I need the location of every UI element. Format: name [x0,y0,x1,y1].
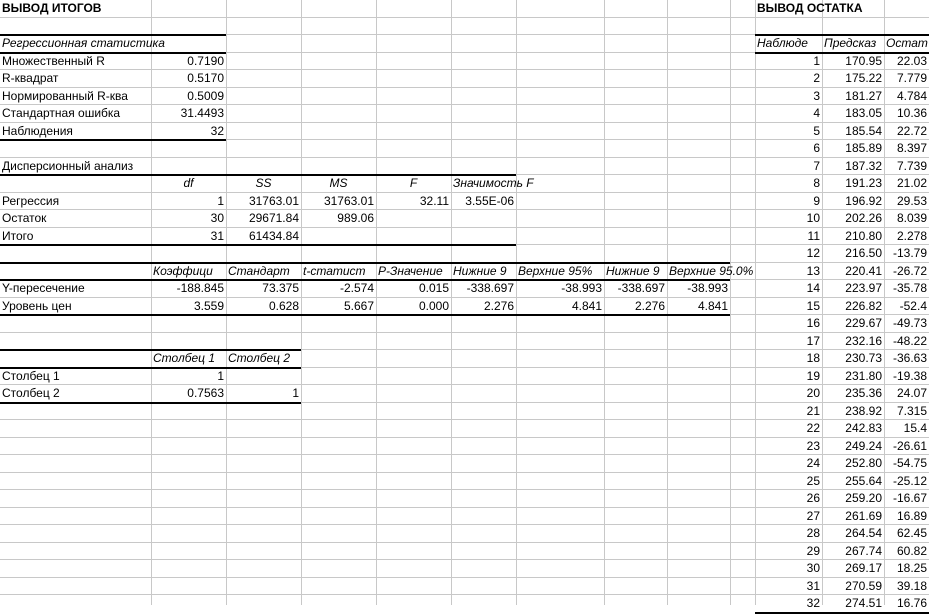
residuals-predicted[interactable]: 226.82 [845,299,882,313]
coef-column-header[interactable]: Верхние 95.0% [669,264,754,278]
residuals-title[interactable]: ВЫВОД ОСТАТКА [757,1,863,15]
residuals-observation[interactable]: 32 [806,596,820,610]
residuals-predicted[interactable]: 196.92 [845,194,882,208]
residuals-predicted[interactable]: 191.23 [845,176,882,190]
coef-value[interactable]: -188.845 [176,281,224,295]
residuals-predicted[interactable]: 274.51 [845,596,882,610]
coef-value[interactable]: 4.841 [697,299,728,313]
regstat-label[interactable]: Нормированный R-ква [2,89,128,103]
residuals-predicted[interactable]: 216.50 [845,246,882,260]
residuals-observation[interactable]: 10 [806,211,820,225]
residuals-value[interactable]: -35.78 [892,281,927,295]
residuals-predicted[interactable]: 238.92 [845,404,882,418]
coef-row-label[interactable]: Уровень цен [2,299,72,313]
coef-value[interactable]: -38.993 [561,281,602,295]
anova-column-header[interactable]: Значимость F [453,176,534,190]
corr-value[interactable]: 1 [217,369,224,383]
residuals-predicted[interactable]: 264.54 [845,526,882,540]
residuals-observation[interactable]: 1 [813,54,820,68]
anova-value[interactable]: 989.06 [337,211,374,225]
residuals-value[interactable]: 18.25 [896,561,927,575]
residuals-observation[interactable]: 8 [813,176,820,190]
coef-value[interactable]: -338.697 [466,281,514,295]
residuals-observation[interactable]: 6 [813,141,820,155]
residuals-observation[interactable]: 21 [806,404,820,418]
corr-value[interactable]: 1 [292,386,299,400]
coef-column-header[interactable]: Верхние 95% [518,264,593,278]
residuals-value[interactable]: 10.36 [896,106,927,120]
residuals-observation[interactable]: 20 [806,386,820,400]
residuals-value[interactable]: 7.779 [896,71,927,85]
residuals-column-header[interactable]: Наблюде [757,36,808,50]
anova-value[interactable]: 30 [210,211,224,225]
coef-value[interactable]: 5.667 [343,299,374,313]
residuals-observation[interactable]: 4 [813,106,820,120]
anova-column-header[interactable]: MS [329,176,348,190]
coef-bottom-border [0,314,730,316]
coef-column-header[interactable]: t-статист [303,264,366,278]
anova-value[interactable]: 61434.84 [248,229,299,243]
residuals-observation[interactable]: 28 [806,526,820,540]
residuals-predicted[interactable]: 229.67 [845,316,882,330]
residuals-predicted[interactable]: 249.24 [845,439,882,453]
residuals-observation[interactable]: 9 [813,194,820,208]
residuals-predicted[interactable]: 187.32 [845,159,882,173]
residuals-predicted[interactable]: 267.74 [845,544,882,558]
residuals-observation[interactable]: 30 [806,561,820,575]
residuals-value[interactable]: 62.45 [896,526,927,540]
residuals-observation[interactable]: 3 [813,89,820,103]
coef-column-header[interactable]: P-Значение [378,264,443,278]
residuals-value[interactable]: 7.739 [896,159,927,173]
regstat-label[interactable]: R-квадрат [2,71,59,85]
residuals-predicted[interactable]: 231.80 [845,369,882,383]
residuals-observation[interactable]: 7 [813,159,820,173]
anova-column-header[interactable]: SS [255,176,272,190]
residuals-value[interactable]: -13.79 [892,246,927,260]
residuals-value[interactable]: 29.53 [896,194,927,208]
regstat-value[interactable]: 0.5009 [187,89,224,103]
coef-value[interactable]: 2.276 [483,299,514,313]
anova-column-header[interactable]: df [183,176,194,190]
residuals-value[interactable]: 8.039 [896,211,927,225]
regstat-label[interactable]: Стандартная ошибка [2,106,121,120]
residuals-value[interactable]: 15.4 [903,421,927,435]
residuals-value[interactable]: 21.02 [896,176,927,190]
regstat-value[interactable]: 0.5170 [187,71,224,85]
coef-value[interactable]: 0.000 [418,299,449,313]
residuals-predicted[interactable]: 185.54 [845,124,882,138]
regstat-value[interactable]: 32 [210,124,224,138]
coef-column-header[interactable]: Коэффици [153,264,213,278]
residuals-predicted[interactable]: 259.20 [845,491,882,505]
residuals-value[interactable]: -26.72 [892,264,927,278]
residuals-observation[interactable]: 27 [806,509,820,523]
coef-column-header[interactable]: Стандарт [228,264,290,278]
residuals-predicted[interactable]: 269.17 [845,561,882,575]
residuals-observation[interactable]: 2 [813,71,820,85]
residuals-predicted[interactable]: 255.64 [845,474,882,488]
residuals-observation[interactable]: 13 [806,264,820,278]
residuals-predicted[interactable]: 270.59 [845,579,882,593]
residuals-observation[interactable]: 25 [806,474,820,488]
residuals-value[interactable]: 22.72 [896,124,927,138]
regstat-label[interactable]: Множественный R [2,54,105,68]
coef-value[interactable]: 4.841 [571,299,602,313]
residuals-observation[interactable]: 5 [813,124,820,138]
coef-value[interactable]: 73.375 [262,281,299,295]
residuals-value[interactable]: -52.4 [899,299,927,313]
residuals-value[interactable]: -49.73 [892,316,927,330]
residuals-observation[interactable]: 23 [806,439,820,453]
residuals-observation[interactable]: 16 [806,316,820,330]
residuals-observation[interactable]: 19 [806,369,820,383]
residuals-value[interactable]: -48.22 [892,334,927,348]
residuals-value[interactable]: -25.12 [892,474,927,488]
residuals-predicted[interactable]: 223.97 [845,281,882,295]
anova-value[interactable]: 29671.84 [248,211,299,225]
residuals-predicted[interactable]: 235.36 [845,386,882,400]
residuals-value[interactable]: -26.61 [892,439,927,453]
residuals-observation[interactable]: 12 [806,246,820,260]
regstat-value[interactable]: 0.7190 [187,54,224,68]
regstat-value[interactable]: 31.4493 [180,106,224,120]
coef-value[interactable]: 0.628 [268,299,299,313]
corr-row-label[interactable]: Столбец 1 [2,369,60,383]
regstat-label[interactable]: Наблюдения [2,124,73,138]
anova-value[interactable]: 3.55E-06 [465,194,514,208]
residuals-value[interactable]: 22.03 [896,54,927,68]
residuals-value[interactable]: 4.784 [896,89,927,103]
anova-row-label[interactable]: Остаток [2,211,47,225]
residuals-predicted[interactable]: 242.83 [845,421,882,435]
coef-column-header[interactable]: Нижние 9 [453,264,507,278]
residuals-value[interactable]: 2.278 [896,229,927,243]
coef-value[interactable]: -338.697 [617,281,665,295]
residuals-observation[interactable]: 17 [806,334,820,348]
residuals-column-header[interactable]: Предсказ [824,36,877,50]
regstat-header[interactable]: Регрессионная статистика [2,36,165,50]
corr-row-label[interactable]: Столбец 2 [2,386,60,400]
coef-value[interactable]: 2.276 [634,299,665,313]
residuals-observation[interactable]: 18 [806,351,820,365]
coef-value[interactable]: -38.993 [687,281,728,295]
residuals-observation[interactable]: 14 [806,281,820,295]
anova-value[interactable]: 31 [210,229,224,243]
residuals-value[interactable]: 8.397 [896,141,927,155]
residuals-value[interactable]: -36.63 [892,351,927,365]
regstat-bottom-border [0,139,226,141]
grid-row-line [0,17,929,18]
anova-header[interactable]: Дисперсионный анализ [2,159,134,173]
residuals-predicted[interactable]: 202.26 [845,211,882,225]
residuals-predicted[interactable]: 170.95 [845,54,882,68]
residuals-predicted[interactable]: 252.80 [845,456,882,470]
residuals-observation[interactable]: 15 [806,299,820,313]
anova-value[interactable]: 32.11 [419,194,449,208]
residuals-observation[interactable]: 29 [806,544,820,558]
residuals-predicted[interactable]: 183.05 [845,106,882,120]
coef-value[interactable]: 0.015 [418,281,449,295]
residuals-value[interactable]: 16.76 [896,596,927,610]
residuals-value[interactable]: 7.315 [896,404,927,418]
residuals-column-header[interactable]: Остат [886,36,928,50]
residuals-value[interactable]: 16.89 [896,509,927,523]
anova-column-header[interactable]: F [409,176,418,190]
anova-value[interactable]: 1 [217,194,224,208]
anova-value[interactable]: 31763.01 [248,194,299,208]
anova-bottom-border [0,244,516,246]
coef-value[interactable]: 3.559 [193,299,224,313]
anova-value[interactable]: 31763.01 [323,194,374,208]
residuals-predicted[interactable]: 261.69 [845,509,882,523]
grid-column-line [730,0,731,605]
residuals-observation[interactable]: 24 [806,456,820,470]
coef-column-header[interactable]: Нижние 9 [606,264,660,278]
residuals-value[interactable]: 24.07 [896,386,927,400]
coef-value[interactable]: -2.574 [339,281,374,295]
regstat-header-top-border [0,34,226,36]
residuals-value[interactable]: 60.82 [896,544,927,558]
corr-column-header[interactable]: Столбец 1 [153,351,215,365]
summary-title[interactable]: ВЫВОД ИТОГОВ [2,1,102,15]
residuals-value[interactable]: -16.67 [892,491,927,505]
corr-value[interactable]: 0.7563 [187,386,224,400]
residuals-predicted[interactable]: 185.89 [845,141,882,155]
residuals-observation[interactable]: 26 [806,491,820,505]
residuals-predicted[interactable]: 210.80 [845,229,882,243]
residuals-observation[interactable]: 11 [807,229,820,243]
residuals-predicted[interactable]: 181.27 [845,89,882,103]
residuals-predicted[interactable]: 230.73 [845,351,882,365]
residuals-value[interactable]: -19.38 [892,369,927,383]
residuals-value[interactable]: -54.75 [892,456,927,470]
anova-row-label[interactable]: Регрессия [2,194,60,208]
residuals-predicted[interactable]: 232.16 [845,334,882,348]
coef-row-label[interactable]: Y-пересечение [2,281,85,295]
residuals-observation[interactable]: 22 [806,421,820,435]
residuals-predicted[interactable]: 175.22 [845,71,882,85]
anova-row-label[interactable]: Итого [2,229,34,243]
residuals-observation[interactable]: 31 [806,579,820,593]
residuals-value[interactable]: 39.18 [896,579,927,593]
corr-column-header[interactable]: Столбец 2 [228,351,290,365]
residuals-predicted[interactable]: 220.41 [845,264,882,278]
corr-bottom-border [0,402,301,404]
